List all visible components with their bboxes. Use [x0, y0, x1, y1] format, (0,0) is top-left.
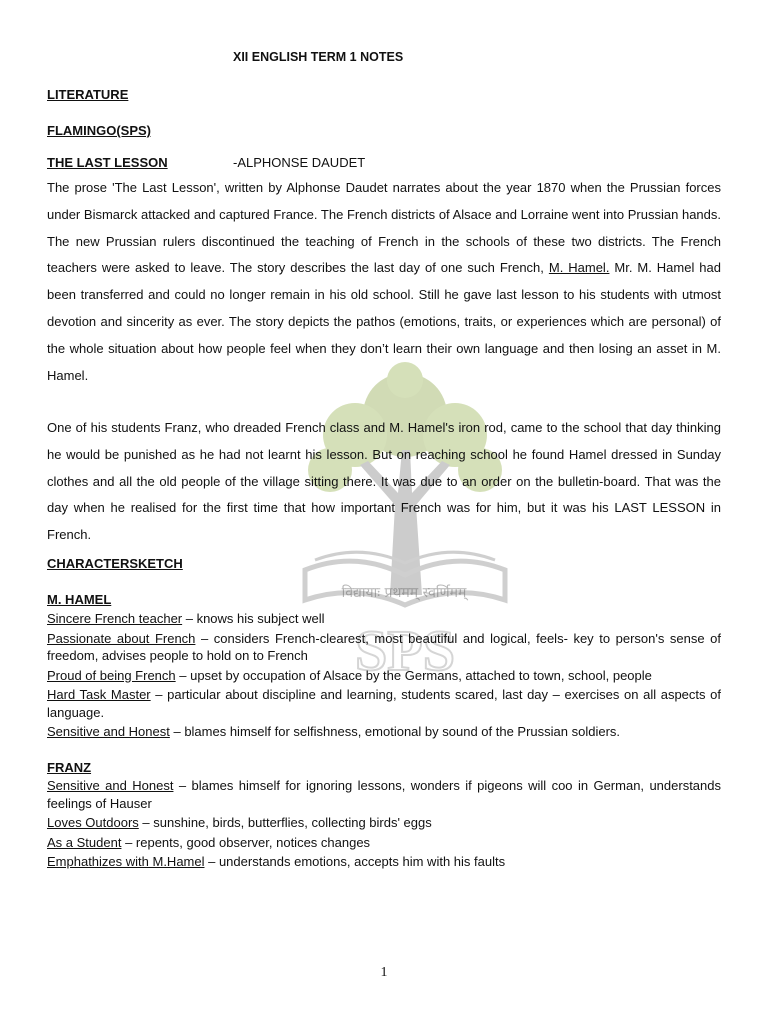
trait-label: Emphathizes with M.Hamel	[47, 854, 205, 869]
trait-text: – repents, good observer, notices changes	[121, 834, 371, 850]
document-title: XII ENGLISH TERM 1 NOTES	[233, 50, 404, 64]
trait-item	[47, 834, 721, 852]
summary-paragraph-2: One of his students Franz, who dreaded French class and M. Hamel's iron rod, came to the school that day thinking he would be punished as he had not learnt his lesson. But on reaching school he found Hamel dressed in Sunday clothes and all the old people of the village sitting there. It was due to an order on the bulletin-board. That was the day when he realised for the first time that how important French was for him, but it was his LAST LESSON in French.	[47, 420, 721, 543]
franz-heading: FRANZ	[47, 760, 92, 775]
trait-label: Sensitive and Honest	[47, 778, 174, 793]
lesson-heading-row	[47, 155, 721, 170]
character-sketch-heading: CHARACTERSKETCH	[47, 556, 183, 571]
franz-trait-list	[47, 777, 721, 873]
section-heading: LITERATURE	[47, 87, 129, 102]
trait-text: – considers French-clearest, most beautiful and logical, feels- key to person's sense of freedom, advises people to hold on to French	[47, 630, 721, 663]
trait-label: As a Student	[47, 834, 122, 850]
trait-item	[47, 630, 721, 665]
trait-item	[47, 686, 721, 721]
page-number: 1	[380, 965, 388, 980]
lesson-author: -ALPHONSE DAUDET	[233, 155, 366, 170]
trait-item	[47, 667, 721, 685]
trait-text: – blames himself for ignoring lessons, wonders if pigeons will coo in German, understands feelings of Hauser	[47, 778, 721, 811]
trait-label: Passionate about French	[47, 630, 196, 646]
book-heading: FLAMINGO(SPS)	[47, 123, 151, 138]
trait-item	[47, 777, 721, 812]
trait-label: Hard Task Master	[47, 687, 151, 702]
trait-label: Loves Outdoors	[47, 815, 139, 830]
watermark-motto: विद्यायाः प्रथमम् स्वर्णिमम्	[341, 585, 467, 601]
trait-label: Sincere French teacher	[47, 611, 183, 626]
hamel-heading: M. HAMEL	[47, 592, 112, 607]
trait-item	[47, 610, 721, 628]
para1-text-before: The prose 'The Last Lesson', written by Alphonse Daudet narrates about the year 1870 when the Prussian forces under Bismarck attacked and captured France. The French districts of Alsace and Lorraine went into Prussian hands. The new Prussian rulers discontinued the teaching of French in the schools of these two districts. The French teachers were asked to leave. The story describes the last day of one such French,	[47, 180, 721, 276]
trait-label: Sensitive and Honest	[47, 724, 170, 739]
summary-paragraph-1	[47, 175, 721, 389]
trait-label: Proud of being French	[47, 667, 176, 683]
trait-text: – blames himself for selfishness, emotional by sound of the Prussian soldiers.	[169, 724, 621, 739]
trait-item	[47, 814, 721, 832]
hamel-trait-list	[47, 610, 721, 743]
watermark-sps-text: SPS	[355, 618, 455, 683]
trait-text: – understands emotions, accepts him with his faults	[204, 854, 506, 869]
trait-text: – sunshine, birds, butterflies, collecting birds' eggs	[138, 815, 432, 830]
para1-text-after: Mr. M. Hamel had been transferred and could no longer remain in his old school. Still he gave last lesson to his students with utmost devotion and sincerity as ever. The story depicts the pathos (emotions, traits, or experiences which are personal) of the whole situation about how people feel when they don’t learn their own language and then losing an asset in M. Hamel.	[47, 260, 721, 383]
lesson-title: THE LAST LESSON	[47, 155, 168, 170]
trait-text: – upset by occupation of Alsace by the Germans, attached to town, school, people	[175, 667, 652, 683]
trait-item	[47, 723, 721, 741]
trait-text: – particular about discipline and learning, students scared, last day – exercises on all aspects of language.	[47, 687, 721, 720]
trait-item	[47, 853, 721, 871]
trait-text: – knows his subject well	[182, 611, 325, 626]
para1-hamel-name: M. Hamel.	[548, 260, 610, 276]
